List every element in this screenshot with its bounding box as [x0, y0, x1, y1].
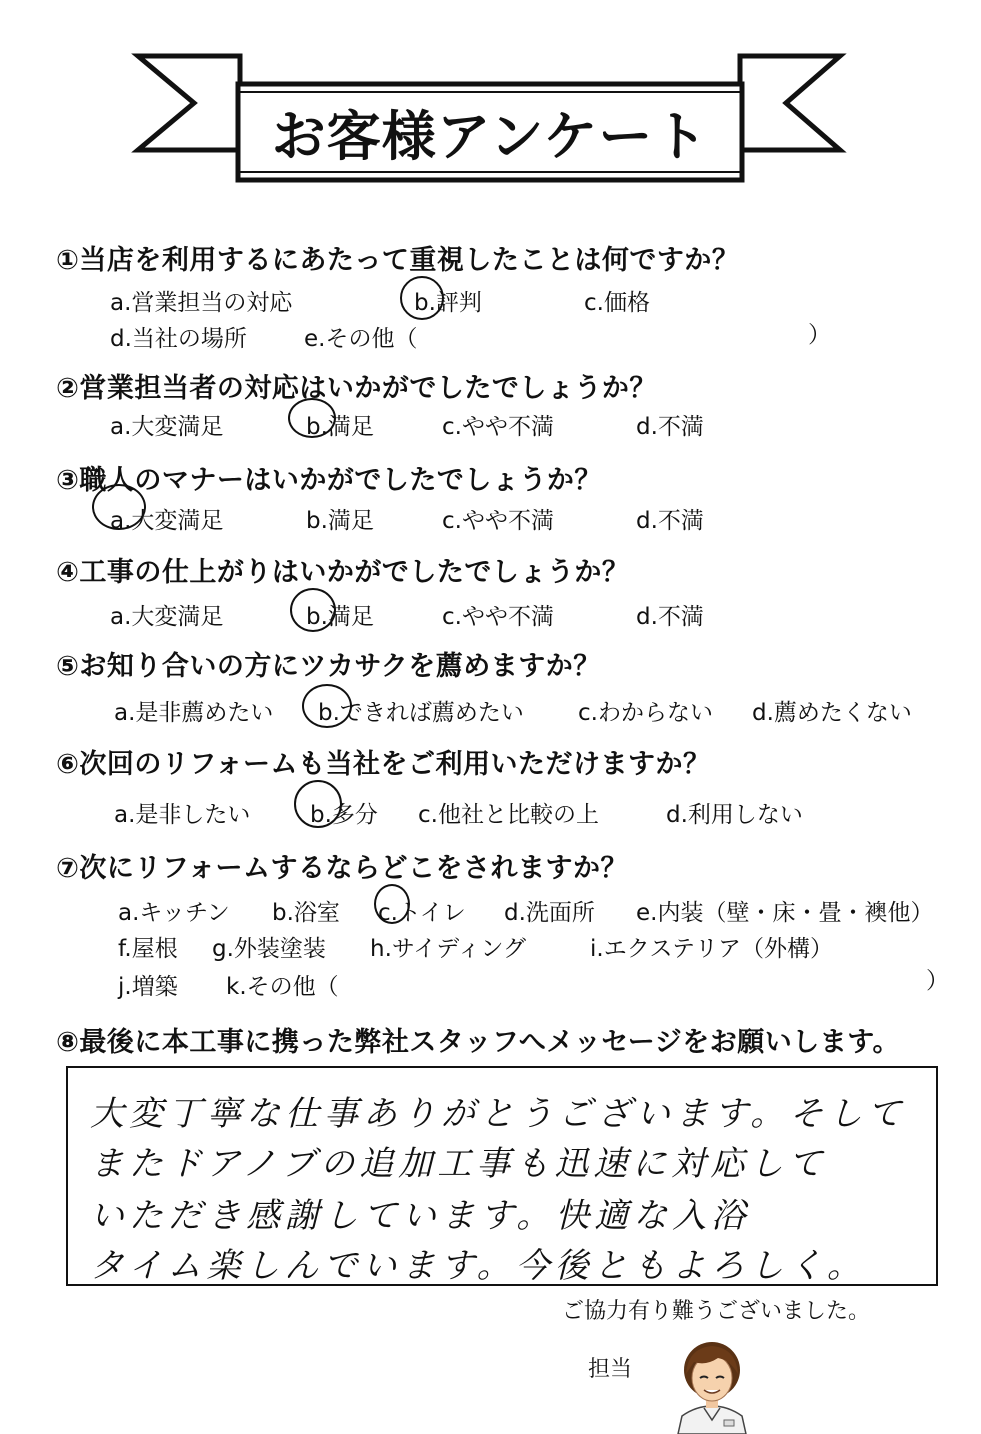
- q4-option-c[interactable]: c.やや不満: [442, 604, 554, 630]
- page-title: お客様アンケート: [271, 104, 709, 168]
- question-8: ⑧最後に本工事に携った弊社スタッフへメッセージをお願いします。: [56, 1027, 901, 1058]
- q6-option-b[interactable]: b.多分: [310, 802, 378, 828]
- q6-option-d[interactable]: d.利用しない: [666, 802, 803, 828]
- q7-option-b[interactable]: b.浴室: [272, 900, 340, 926]
- q2-option-b[interactable]: b.満足: [306, 414, 374, 440]
- q1-option-a[interactable]: a.営業担当の対応: [110, 290, 293, 316]
- question-5: ⑤お知り合いの方にツカサクを薦めますか？: [56, 651, 601, 682]
- q7-option-k[interactable]: k.その他（: [226, 974, 339, 1000]
- message-line-4: タイム楽しんでいます。今後ともよろしく。: [90, 1246, 866, 1286]
- q3-option-a[interactable]: a.大変満足: [110, 508, 224, 534]
- q5-option-b[interactable]: b.できれば薦めたい: [318, 700, 524, 726]
- q6-option-a[interactable]: a.是非したい: [114, 802, 251, 828]
- q7-option-a[interactable]: a.キッチン: [118, 900, 230, 926]
- q1-option-b[interactable]: b.評判: [414, 290, 482, 316]
- question-1: ①当店を利用するにあたって重視したことは何ですか？: [56, 245, 740, 276]
- answer-circle: [288, 398, 336, 438]
- question-4: ④工事の仕上がりはいかがでしたでしょうか？: [56, 557, 630, 588]
- q7-option-c[interactable]: c.トイレ: [378, 900, 466, 926]
- q2-option-a[interactable]: a.大変満足: [110, 414, 224, 440]
- question-7: ⑦次にリフォームするならどこをされますか？: [56, 853, 629, 884]
- q6-option-c[interactable]: c.他社と比較の上: [418, 802, 599, 828]
- answer-circle: [400, 276, 444, 320]
- q7-option-j[interactable]: j.増築: [118, 974, 178, 1000]
- answer-circle: [374, 884, 410, 924]
- q4-option-a[interactable]: a.大変満足: [110, 604, 224, 630]
- q2-option-c[interactable]: c.やや不満: [442, 414, 554, 440]
- q7-option-d[interactable]: d.洗面所: [504, 900, 595, 926]
- q1-option-c[interactable]: c.価格: [584, 290, 650, 316]
- q5-option-c[interactable]: c.わからない: [578, 700, 713, 726]
- answer-circle: [294, 780, 342, 828]
- q5-option-d[interactable]: d.薦めたくない: [752, 700, 912, 726]
- message-line-3: いただき感謝しています。快適な入浴: [90, 1196, 751, 1236]
- question-3: ③職人のマナーはいかがでしたでしょうか？: [56, 465, 602, 496]
- q7-option-f[interactable]: f.屋根: [118, 936, 178, 962]
- q5-option-a[interactable]: a.是非薦めたい: [114, 700, 274, 726]
- q7-option-i[interactable]: i.エクステリア（外構）: [590, 936, 834, 962]
- question-2: ②営業担当者の対応はいかがでしたでしょうか？: [56, 373, 657, 404]
- q3-option-d[interactable]: d.不満: [636, 508, 704, 534]
- q1-option-d[interactable]: d.当社の場所: [110, 326, 247, 352]
- question-6: ⑥次回のリフォームも当社をご利用いただけますか？: [56, 749, 711, 780]
- message-line-2: またドアノブの追加工事も迅速に対応して: [90, 1144, 828, 1184]
- thanks-text: ご協力有り難うございました。: [562, 1299, 871, 1324]
- q2-option-d[interactable]: d.不満: [636, 414, 704, 440]
- answer-circle: [302, 684, 352, 728]
- staff-avatar: [672, 1340, 752, 1434]
- answer-circle: [92, 484, 146, 530]
- message-line-1: 大変丁寧な仕事ありがとうございます。そして: [90, 1094, 907, 1134]
- q1-option-e-close: ）: [808, 322, 831, 348]
- q4-option-b[interactable]: b.満足: [306, 604, 374, 630]
- q4-option-d[interactable]: d.不満: [636, 604, 704, 630]
- q7-option-h[interactable]: h.サイディング: [370, 936, 526, 962]
- staff-label: 担当: [588, 1357, 633, 1382]
- q3-option-b[interactable]: b.満足: [306, 508, 374, 534]
- q3-option-c[interactable]: c.やや不満: [442, 508, 554, 534]
- q1-option-e[interactable]: e.その他（: [304, 326, 418, 352]
- q7-option-e[interactable]: e.内装（壁・床・畳・襖他）: [636, 900, 934, 926]
- q7-option-g[interactable]: g.外装塗装: [212, 936, 326, 962]
- q7-option-k-close: ）: [926, 968, 949, 994]
- answer-circle: [290, 588, 336, 632]
